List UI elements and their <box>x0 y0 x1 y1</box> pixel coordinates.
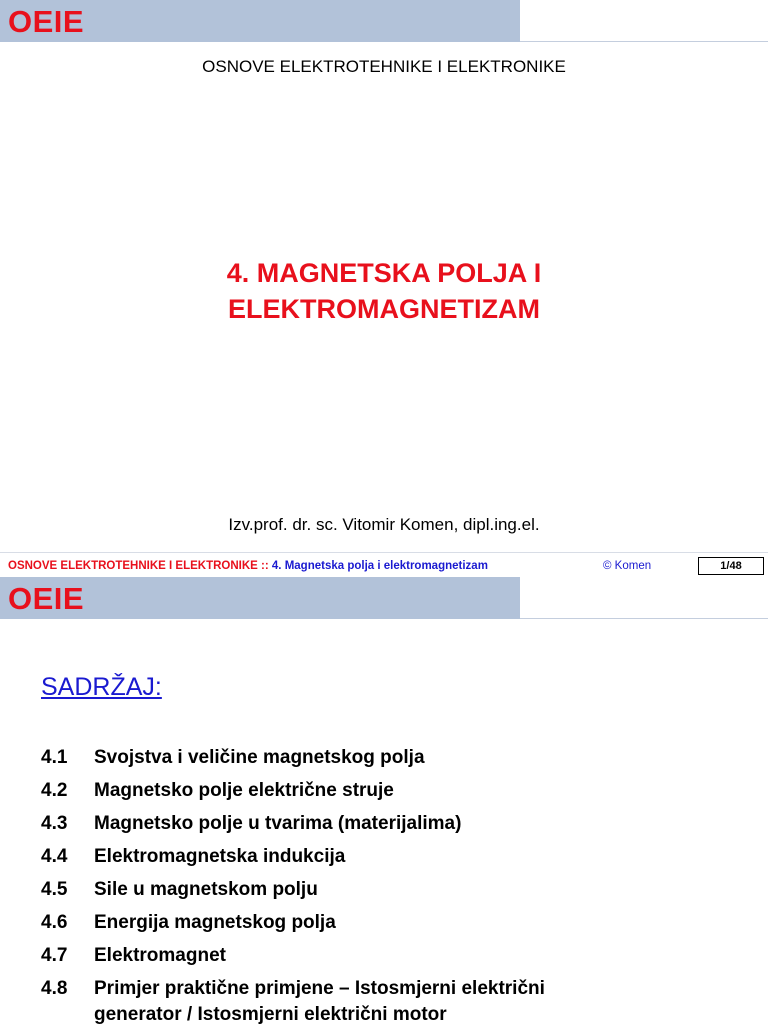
toc-title: Elektromagnetska indukcija <box>94 846 346 867</box>
toc-number: 4.8 <box>41 978 68 999</box>
toc-item <box>41 873 741 906</box>
toc-item <box>41 939 741 972</box>
toc-number: 4.4 <box>41 846 68 867</box>
footer-breadcrumb <box>8 560 488 572</box>
footer-chapter: 4. Magnetska polja i elektromagnetizam <box>271 560 488 572</box>
toc-number: 4.6 <box>41 912 68 933</box>
contents-slide <box>0 577 768 1024</box>
course-logo: OEIE <box>8 581 85 616</box>
page-number: 1/48 <box>698 557 764 575</box>
toc-number: 4.3 <box>41 813 68 834</box>
toc-title: Elektromagnet <box>94 945 226 966</box>
toc-title: Sile u magnetskom polju <box>94 879 318 900</box>
contents-heading[interactable]: SADRŽAJ: <box>41 673 162 701</box>
author-line: Izv.prof. dr. sc. Vitomir Komen, dipl.ing.el. <box>228 515 540 534</box>
toc-number: 4.1 <box>41 747 68 768</box>
header-divider <box>520 41 768 42</box>
footer-course: OSNOVE ELEKTROTEHNIKE I ELEKTRONIKE <box>8 560 258 572</box>
toc-title: Svojstva i veličine magnetskog polja <box>94 747 425 768</box>
header-divider <box>520 618 768 619</box>
toc-item <box>41 807 741 840</box>
chapter-title <box>0 255 768 327</box>
chapter-title-line2: ELEKTROMAGNETIZAM <box>228 294 540 324</box>
footer-separator: :: <box>261 560 269 572</box>
toc-item <box>41 906 741 939</box>
toc-item <box>41 741 741 774</box>
toc-number: 4.5 <box>41 879 68 900</box>
toc-title: Primjer praktične primjene – Istosmjerni električni generator / Istosmjerni električni motor <box>94 978 545 1025</box>
toc-number: 4.2 <box>41 780 68 801</box>
slide-footer <box>0 552 768 578</box>
toc-title: Magnetsko polje električne struje <box>94 780 394 801</box>
toc-title: Energija magnetskog polja <box>94 912 336 933</box>
course-subtitle: OSNOVE ELEKTROTEHNIKE I ELEKTRONIKE <box>202 57 566 76</box>
course-logo: OEIE <box>8 4 85 39</box>
toc-item <box>41 840 741 873</box>
chapter-title-line1: 4. MAGNETSKA POLJA I <box>226 258 542 288</box>
table-of-contents <box>41 741 741 1028</box>
toc-title: Magnetsko polje u tvarima (materijalima) <box>94 813 462 834</box>
toc-number: 4.7 <box>41 945 68 966</box>
toc-item <box>41 774 741 807</box>
toc-item <box>41 976 741 1028</box>
footer-copyright: © Komen <box>603 560 652 572</box>
